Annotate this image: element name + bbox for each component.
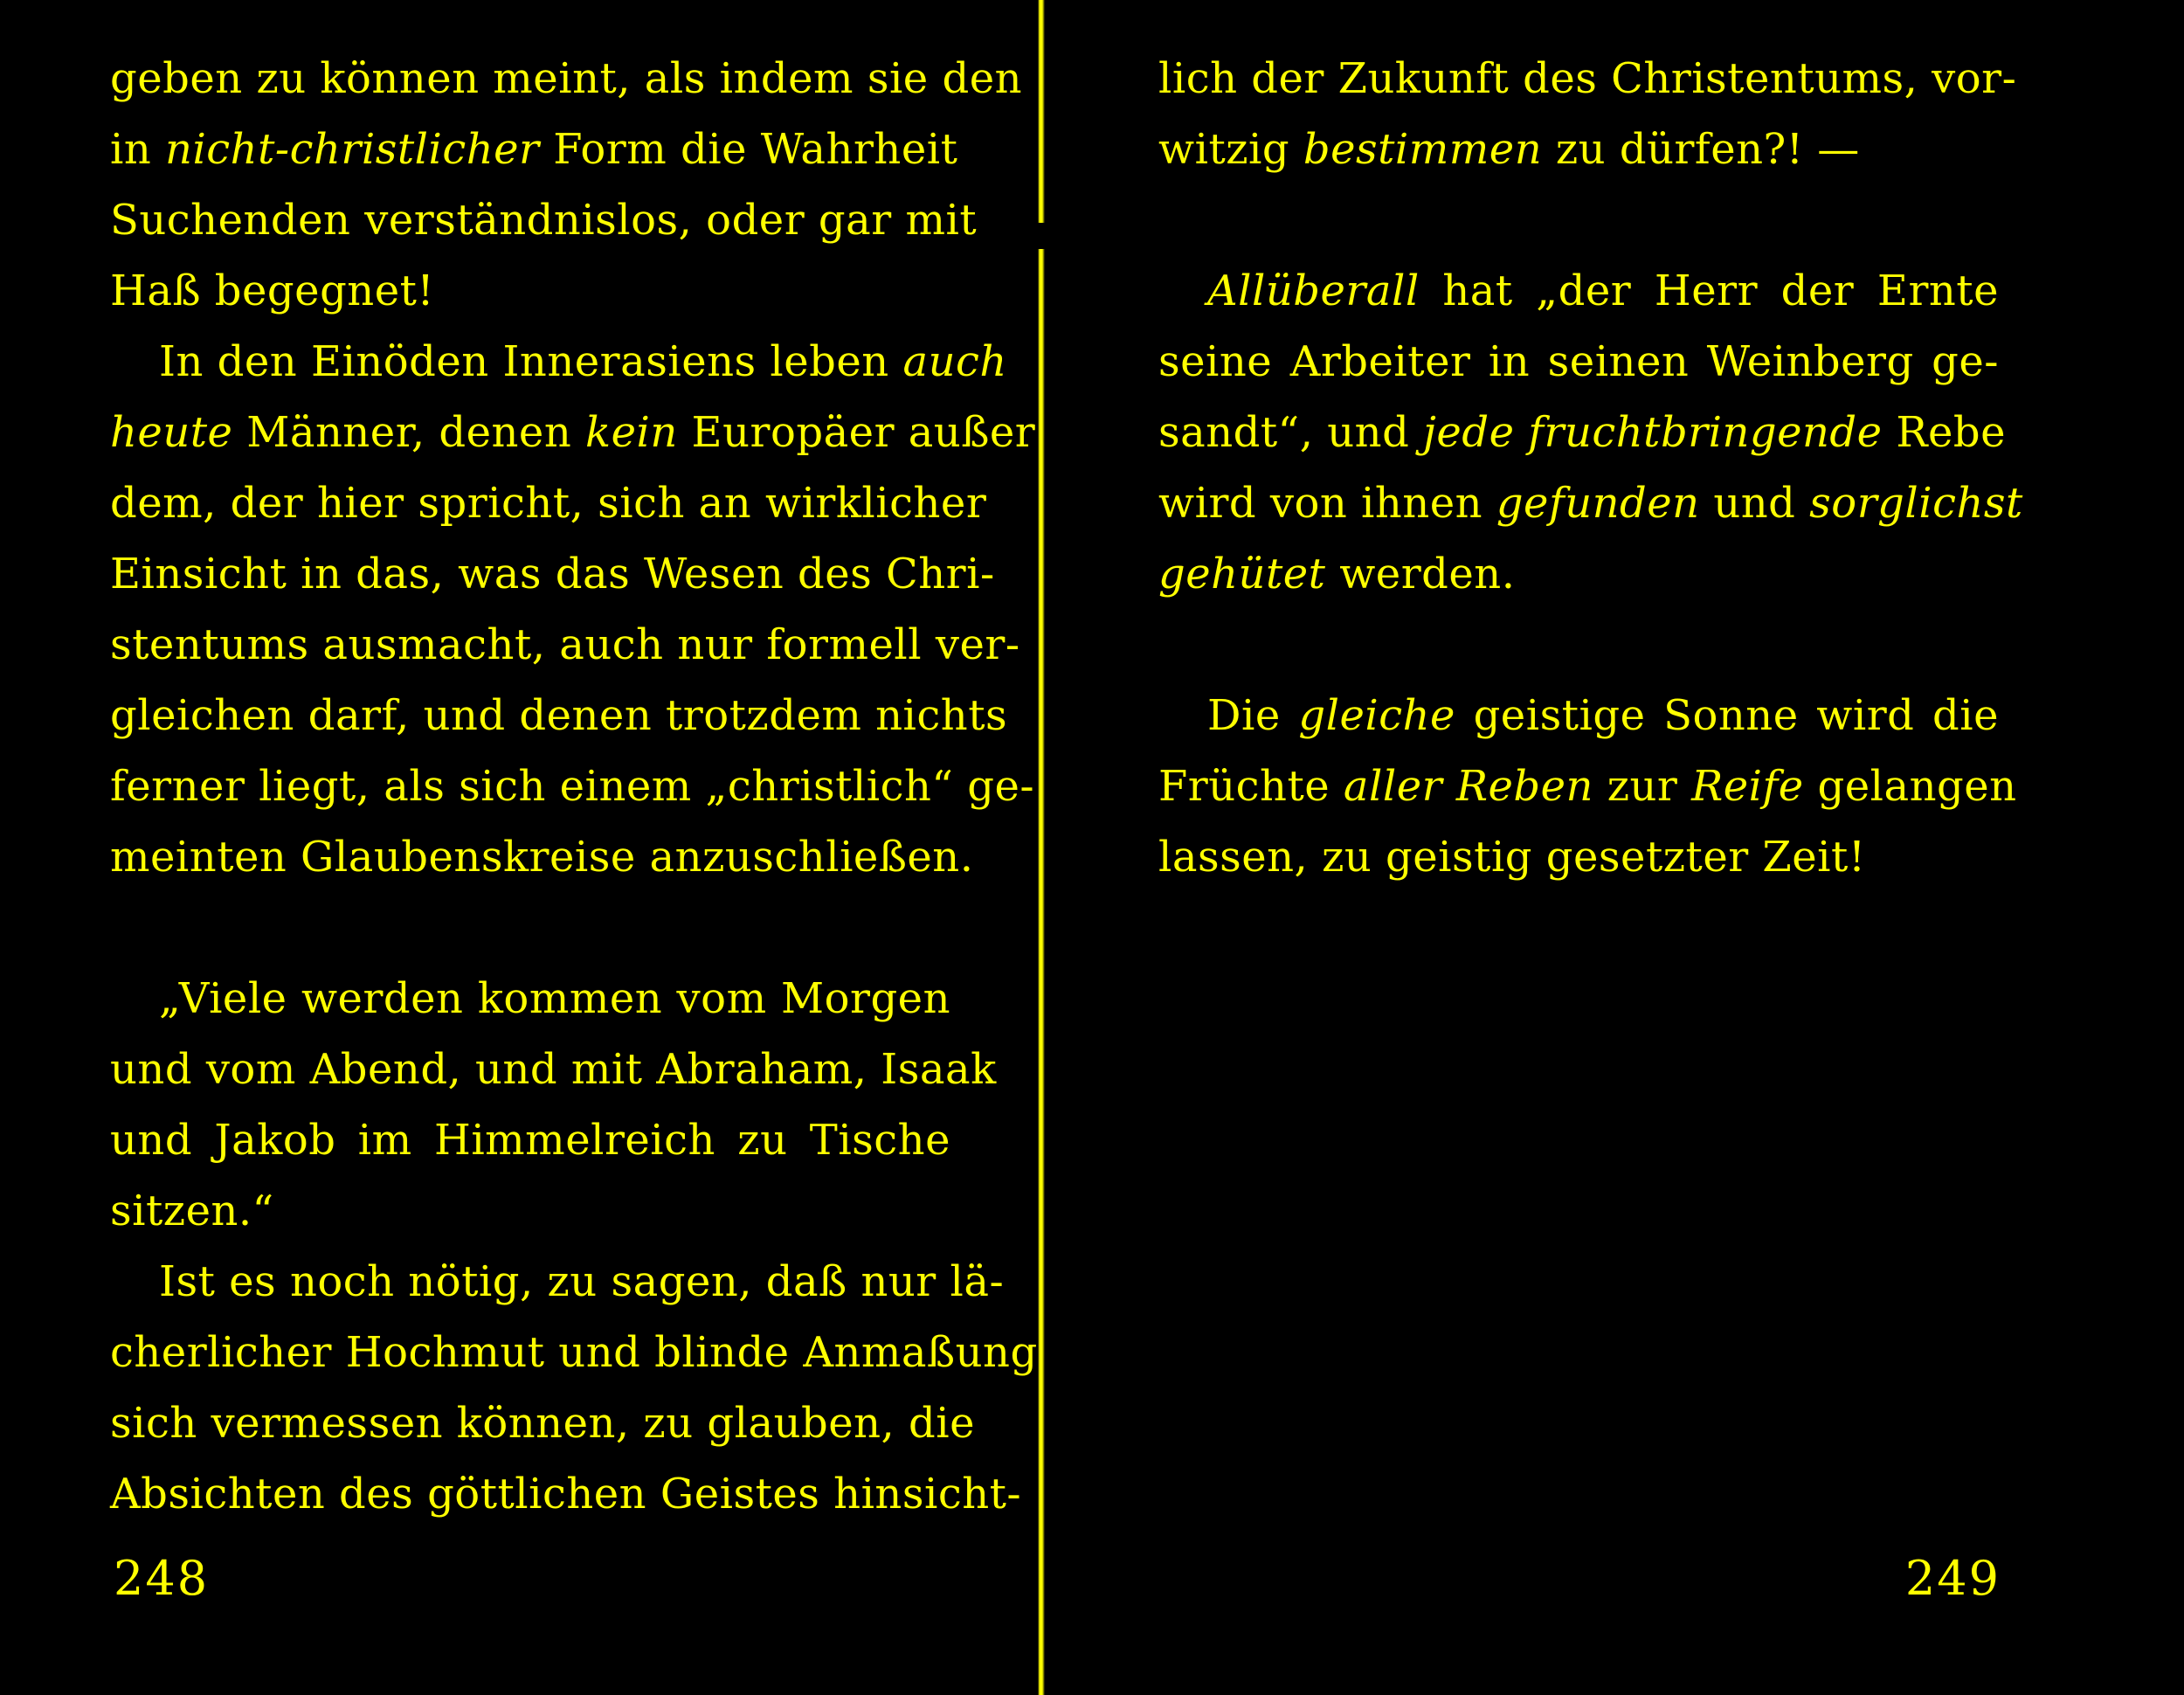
text-line <box>110 539 995 610</box>
right-page-text <box>1158 44 2023 893</box>
spine-gap <box>1036 223 1047 249</box>
left-page-text <box>110 44 1038 1530</box>
text-line <box>1158 327 1999 398</box>
text-line <box>110 1176 950 1247</box>
text-segment: Ist es noch nötig, zu sagen, daß nur lä- <box>159 1257 1005 1306</box>
text-line <box>1158 681 1999 751</box>
text-line <box>110 964 950 1034</box>
text-line <box>1158 822 1999 893</box>
italic-text: gehütet <box>1158 550 1326 598</box>
italic-text: sorglichst <box>1809 479 2023 528</box>
text-segment: Männer, denen <box>232 408 586 457</box>
text-segment: Form die Wahrheit <box>539 125 958 174</box>
text-segment: lich der Zukunft des Christentums, vor- <box>1158 54 2017 103</box>
text-segment: geistige Sonne wird die <box>1455 691 2000 740</box>
text-line <box>1158 398 2006 468</box>
text-segment: sich vermessen können, zu glauben, die <box>110 1399 976 1448</box>
text-line <box>1158 751 2017 822</box>
text-segment: zu dürfen?! — <box>1542 125 1860 174</box>
text-line <box>110 1388 976 1459</box>
italic-text: nicht-christlicher <box>165 125 540 174</box>
italic-text: heute <box>110 408 233 457</box>
text-segment: „Viele werden kommen vom Morgen <box>159 974 950 1023</box>
text-segment: lassen, zu geistig gesetzter Zeit! <box>1158 833 1866 882</box>
text-segment: und <box>1699 479 1810 528</box>
text-segment: Die <box>1207 691 1299 740</box>
text-segment: Früchte <box>1158 762 1344 811</box>
text-segment: stentums ausmacht, auch nur formell ver- <box>110 620 1020 669</box>
italic-text: kein <box>585 408 678 457</box>
text-segment: Rebe <box>1882 408 2006 457</box>
left-page <box>0 0 1038 1695</box>
text-line <box>110 114 958 185</box>
text-segment: cherlicher Hochmut und blinde Anmaßung <box>110 1328 1038 1377</box>
text-line <box>1158 44 2017 114</box>
text-segment: werden. <box>1325 550 1516 598</box>
text-segment: und Jakob im Himmelreich zu Tische <box>110 1116 950 1165</box>
text-segment: Einsicht in das, was das Wesen des Chri- <box>110 550 995 598</box>
italic-text: auch <box>902 337 1007 386</box>
text-segment: meinten Glaubenskreise anzuschließen. <box>110 833 974 882</box>
text-line <box>110 185 978 256</box>
text-line <box>110 398 1036 468</box>
text-line <box>110 256 950 327</box>
text-segment: in <box>110 125 166 174</box>
paragraph-gap <box>1158 610 1999 681</box>
right-page <box>1048 0 2184 1695</box>
page-number-left: 248 <box>114 1551 210 1606</box>
text-line <box>110 681 1008 751</box>
text-line <box>110 44 1023 114</box>
text-line <box>110 327 1007 398</box>
text-segment: witzig <box>1158 125 1303 174</box>
italic-text: aller Reben <box>1343 762 1593 811</box>
text-segment: Haß begegnet! <box>110 266 435 315</box>
text-segment: ferner liegt, als sich einem „christlich“ ge- <box>110 762 1035 811</box>
text-segment: gelangen <box>1803 762 2017 811</box>
text-line <box>1158 114 1999 185</box>
text-segment: zur <box>1593 762 1692 811</box>
text-line <box>110 822 974 893</box>
italic-text: Allüberall <box>1207 266 1420 315</box>
italic-text: jede fruchtbringende <box>1423 408 1883 457</box>
text-segment: gleichen darf, und denen trotzdem nichts <box>110 691 1008 740</box>
text-segment: Suchenden verständnislos, oder gar mit <box>110 196 978 245</box>
text-segment: seine Arbeiter in seinen Weinberg ge- <box>1158 337 1999 386</box>
text-segment: sitzen.“ <box>110 1186 274 1235</box>
book-spine <box>1038 0 1045 1695</box>
text-line <box>1158 539 1999 610</box>
text-segment: wird von ihnen <box>1158 479 1496 528</box>
text-segment: geben zu können meint, als indem sie den <box>110 54 1023 103</box>
italic-text: Reife <box>1691 762 1804 811</box>
page-number-right: 249 <box>1904 1551 2001 1606</box>
text-line <box>110 468 987 539</box>
text-segment: dem, der hier spricht, sich an wirklicher <box>110 479 987 528</box>
text-segment: sandt“, und <box>1158 408 1424 457</box>
text-segment: Europäer außer <box>677 408 1036 457</box>
text-line <box>1158 256 1999 327</box>
text-line <box>110 1459 1022 1530</box>
italic-text: gefunden <box>1496 479 1700 528</box>
italic-text: bestimmen <box>1303 125 1543 174</box>
text-line <box>110 1034 997 1105</box>
paragraph-gap <box>110 893 950 964</box>
text-line <box>110 751 1035 822</box>
text-segment: hat „der Herr der Ernte <box>1419 266 1999 315</box>
text-segment: In den Einöden Innerasiens leben <box>159 337 903 386</box>
text-segment: und vom Abend, und mit Abraham, Isaak <box>110 1045 997 1094</box>
text-line <box>1158 468 2023 539</box>
italic-text: gleiche <box>1298 691 1455 740</box>
text-segment: Absichten des göttlichen Geistes hinsicht- <box>110 1470 1022 1519</box>
text-line <box>110 1318 1038 1388</box>
text-line <box>110 610 1020 681</box>
paragraph-gap <box>1158 185 1999 256</box>
text-line <box>110 1247 1005 1318</box>
text-line <box>110 1105 950 1176</box>
